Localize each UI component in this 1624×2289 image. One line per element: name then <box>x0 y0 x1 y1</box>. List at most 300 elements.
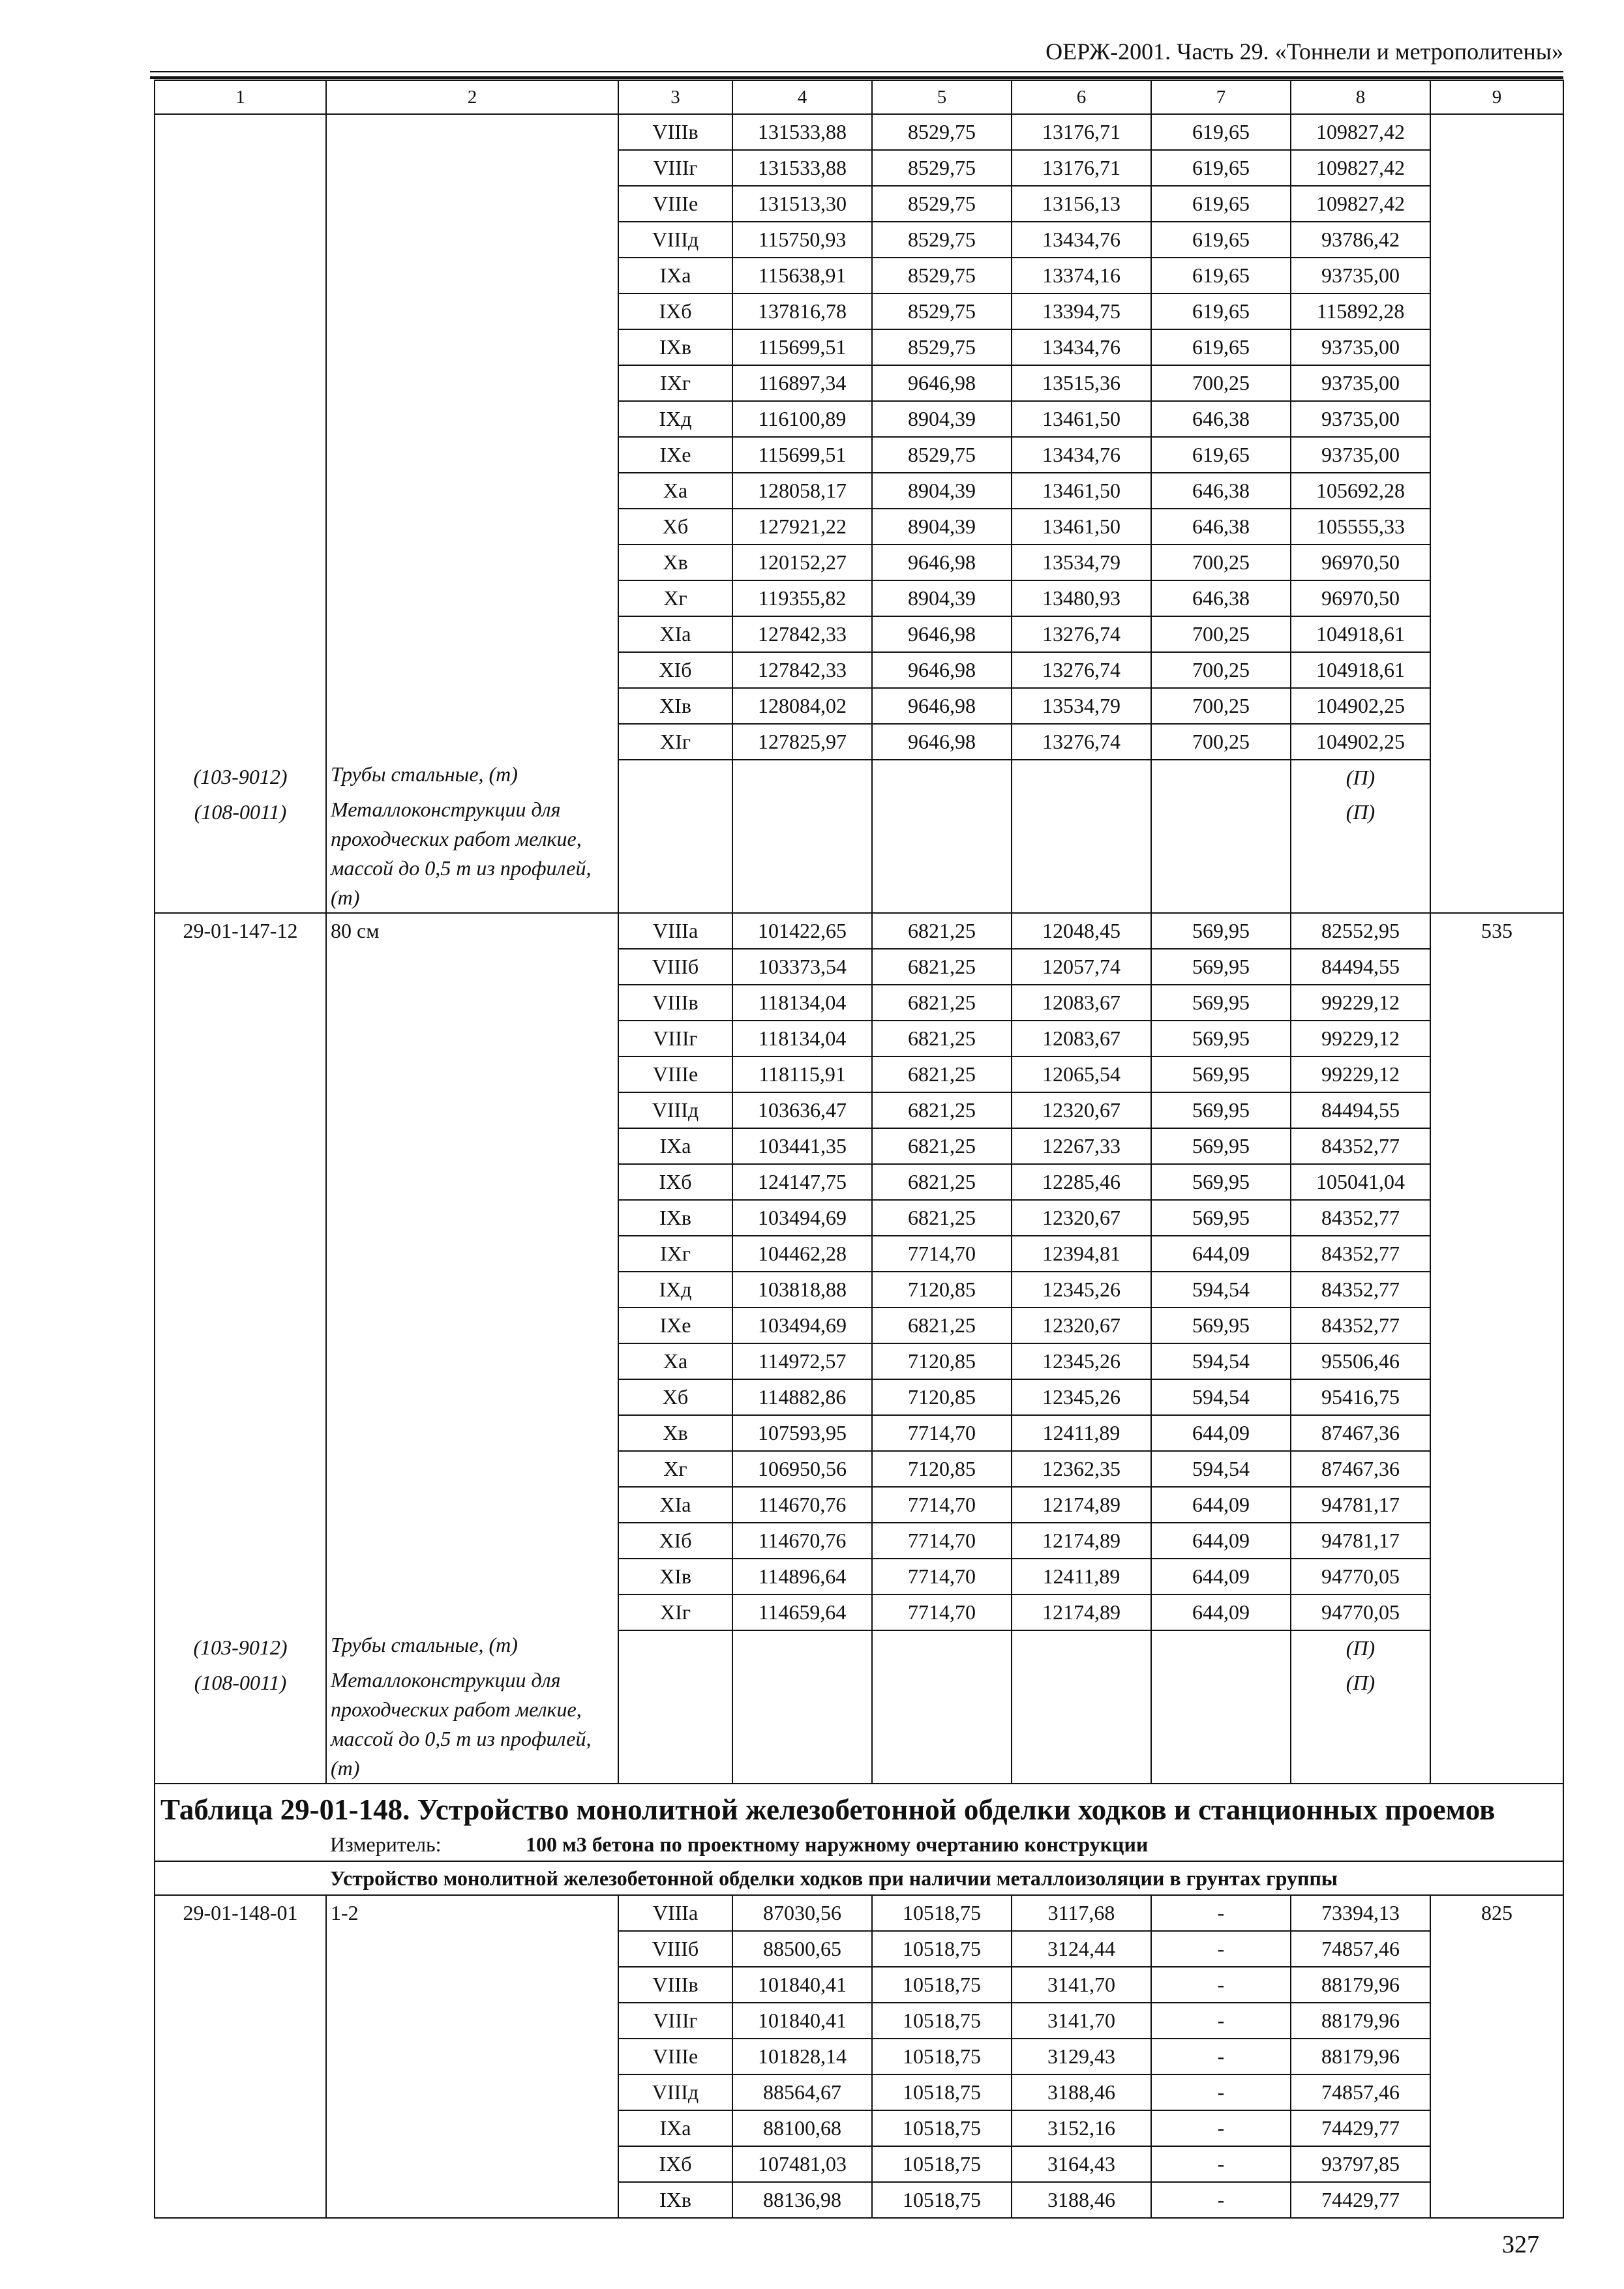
cost-value: 13434,76 <box>1012 437 1151 473</box>
soil-group: VIIIд <box>618 222 732 258</box>
labor-cost <box>1430 1092 1563 1128</box>
cost-value: 103636,47 <box>732 1092 872 1128</box>
cost-value: 13276,74 <box>1012 652 1151 688</box>
rate-code <box>155 258 326 293</box>
cost-value: 3141,70 <box>1012 1967 1151 2003</box>
empty-cell <box>1151 760 1291 795</box>
column-number: 2 <box>326 80 618 114</box>
labor-cost <box>1430 1343 1563 1379</box>
work-name <box>326 1415 618 1451</box>
column-number: 8 <box>1291 80 1430 114</box>
cost-value: 128084,02 <box>732 688 872 724</box>
labor-cost <box>1430 2074 1563 2110</box>
cost-value: 13394,75 <box>1012 293 1151 329</box>
cost-value: 12065,54 <box>1012 1056 1151 1092</box>
work-name <box>326 222 618 258</box>
cost-value: 6821,25 <box>872 1308 1012 1343</box>
work-name <box>326 1236 618 1272</box>
cost-value: 131533,88 <box>732 150 872 186</box>
labor-cost <box>1430 1487 1563 1523</box>
rate-code <box>155 616 326 652</box>
cost-value: 644,09 <box>1151 1415 1291 1451</box>
cost-value: 10518,75 <box>872 2110 1012 2146</box>
labor-cost <box>1430 509 1563 545</box>
estimate-table <box>154 80 1564 2219</box>
cost-value: 101422,65 <box>732 913 872 949</box>
cost-value: 13461,50 <box>1012 473 1151 509</box>
work-name <box>326 509 618 545</box>
cost-value: 115699,51 <box>732 329 872 365</box>
table-row <box>155 545 1563 580</box>
cost-value: 12345,26 <box>1012 1272 1151 1308</box>
cost-value: 88179,96 <box>1291 2003 1430 2039</box>
cost-value: 6821,25 <box>872 913 1012 949</box>
cost-value: 114659,64 <box>732 1594 872 1630</box>
cost-value: 7714,70 <box>872 1487 1012 1523</box>
cost-value: 700,25 <box>1151 652 1291 688</box>
work-name <box>326 258 618 293</box>
resource-note-row <box>155 1630 1563 1666</box>
cost-value: 6821,25 <box>872 985 1012 1021</box>
soil-group: XIа <box>618 616 732 652</box>
work-name <box>326 473 618 509</box>
rate-code <box>155 1308 326 1343</box>
column-number: 3 <box>618 80 732 114</box>
labor-cost <box>1430 258 1563 293</box>
rate-code <box>155 1200 326 1236</box>
table-row <box>155 1236 1563 1272</box>
soil-group: IXе <box>618 437 732 473</box>
empty-cell <box>872 760 1012 795</box>
cost-value: 3141,70 <box>1012 2003 1151 2039</box>
cost-value: 116897,34 <box>732 365 872 401</box>
cost-value: 13176,71 <box>1012 150 1151 186</box>
cost-value: 105692,28 <box>1291 473 1430 509</box>
work-name <box>326 1308 618 1343</box>
soil-group: XIв <box>618 688 732 724</box>
empty-cell <box>872 1630 1012 1666</box>
empty-cell <box>618 795 732 913</box>
labor-cost <box>1430 1379 1563 1415</box>
labor-cost <box>1430 186 1563 222</box>
soil-group: XIб <box>618 1523 732 1559</box>
soil-group: Xв <box>618 545 732 580</box>
resource-mark: (П) <box>1291 1630 1430 1666</box>
cost-value: 88564,67 <box>732 2074 872 2110</box>
cost-value: 103494,69 <box>732 1200 872 1236</box>
labor-cost <box>1430 1451 1563 1487</box>
rate-code <box>155 114 326 150</box>
cost-value: 594,54 <box>1151 1272 1291 1308</box>
rate-code <box>155 293 326 329</box>
soil-group: Xг <box>618 1451 732 1487</box>
labor-cost <box>1430 2110 1563 2146</box>
cost-value: 103441,35 <box>732 1128 872 1164</box>
table-row <box>155 1559 1563 1594</box>
work-name <box>326 724 618 760</box>
cost-value: 93735,00 <box>1291 401 1430 437</box>
cost-value: 115638,91 <box>732 258 872 293</box>
cost-value: 644,09 <box>1151 1559 1291 1594</box>
soil-group: VIIIе <box>618 1056 732 1092</box>
cost-value: 94781,17 <box>1291 1487 1430 1523</box>
cost-value: 644,09 <box>1151 1487 1291 1523</box>
empty-cell <box>1430 795 1563 913</box>
cost-value: 8529,75 <box>872 329 1012 365</box>
subsection-row <box>155 1861 1563 1895</box>
cost-value: 12083,67 <box>1012 1021 1151 1056</box>
cost-value: 7714,70 <box>872 1523 1012 1559</box>
cost-value: 10518,75 <box>872 2146 1012 2182</box>
cost-value: - <box>1151 2003 1291 2039</box>
cost-value: 13374,16 <box>1012 258 1151 293</box>
cost-value: 84352,77 <box>1291 1200 1430 1236</box>
labor-cost <box>1430 1308 1563 1343</box>
empty-cell <box>732 1630 872 1666</box>
rate-code <box>155 2146 326 2182</box>
soil-group: Xа <box>618 1343 732 1379</box>
cost-value: 644,09 <box>1151 1236 1291 1272</box>
cost-value: 700,25 <box>1151 616 1291 652</box>
table-row <box>155 2182 1563 2218</box>
work-name <box>326 2146 618 2182</box>
labor-cost <box>1430 329 1563 365</box>
rate-code <box>155 1594 326 1630</box>
table-row <box>155 365 1563 401</box>
header-rule <box>150 71 1563 72</box>
cost-value: 127842,33 <box>732 616 872 652</box>
column-number: 4 <box>732 80 872 114</box>
labor-cost <box>1430 2039 1563 2074</box>
work-name <box>326 1092 618 1128</box>
rate-code <box>155 652 326 688</box>
cost-value: 109827,42 <box>1291 186 1430 222</box>
rate-code <box>155 2039 326 2074</box>
rate-code <box>155 1931 326 1967</box>
work-name <box>326 2039 618 2074</box>
soil-group: VIIIе <box>618 2039 732 2074</box>
resource-note-row <box>155 1666 1563 1784</box>
table-row <box>155 1967 1563 2003</box>
cost-value: 12320,67 <box>1012 1200 1151 1236</box>
cost-value: 10518,75 <box>872 2182 1012 2218</box>
rate-code: 29-01-147-12 <box>155 913 326 949</box>
rate-code <box>155 401 326 437</box>
labor-cost <box>1430 545 1563 580</box>
rate-code <box>155 1451 326 1487</box>
cost-value: 94770,05 <box>1291 1594 1430 1630</box>
rate-code <box>155 1559 326 1594</box>
table-row <box>155 150 1563 186</box>
resource-code: (103-9012) <box>155 760 326 795</box>
table-row <box>155 1272 1563 1308</box>
table-row <box>155 1451 1563 1487</box>
column-number: 7 <box>1151 80 1291 114</box>
table-row <box>155 258 1563 293</box>
cost-value: 3124,44 <box>1012 1931 1151 1967</box>
table-row <box>155 1594 1563 1630</box>
cost-value: 74857,46 <box>1291 1931 1430 1967</box>
cost-value: 127921,22 <box>732 509 872 545</box>
cost-value: 6821,25 <box>872 1200 1012 1236</box>
cost-value: - <box>1151 1895 1291 1931</box>
cost-value: 13534,79 <box>1012 688 1151 724</box>
cost-value: 569,95 <box>1151 1021 1291 1056</box>
labor-cost <box>1430 949 1563 985</box>
table-row <box>155 293 1563 329</box>
cost-value: 12083,67 <box>1012 985 1151 1021</box>
cost-value: 106950,56 <box>732 1451 872 1487</box>
labor-cost <box>1430 1164 1563 1200</box>
work-name <box>326 365 618 401</box>
work-name <box>326 437 618 473</box>
soil-group: IXа <box>618 2110 732 2146</box>
cost-value: 646,38 <box>1151 580 1291 616</box>
work-name <box>326 688 618 724</box>
resource-name: Трубы стальные, (т) <box>326 760 618 795</box>
table-row <box>155 652 1563 688</box>
work-name <box>326 329 618 365</box>
empty-cell <box>872 795 1012 913</box>
cost-value: 10518,75 <box>872 2003 1012 2039</box>
cost-value: 128058,17 <box>732 473 872 509</box>
cost-value: 12174,89 <box>1012 1594 1151 1630</box>
cost-value: 13434,76 <box>1012 222 1151 258</box>
table-row <box>155 616 1563 652</box>
soil-group: Xа <box>618 473 732 509</box>
rate-code <box>155 1523 326 1559</box>
rate-code <box>155 1236 326 1272</box>
empty-cell <box>618 760 732 795</box>
soil-group: Xг <box>618 580 732 616</box>
cost-value: 10518,75 <box>872 2039 1012 2074</box>
cost-value: - <box>1151 2074 1291 2110</box>
labor-cost <box>1430 1931 1563 1967</box>
rate-code <box>155 1092 326 1128</box>
cost-value: 12320,67 <box>1012 1092 1151 1128</box>
cost-value: 619,65 <box>1151 222 1291 258</box>
resource-name: Металлоконструкции для проходческих работ мелкие, массой до 0,5 т из профилей, (т) <box>326 1666 618 1784</box>
cost-value: 3188,46 <box>1012 2182 1151 2218</box>
cost-value: - <box>1151 1931 1291 1967</box>
cost-value: 124147,75 <box>732 1164 872 1200</box>
cost-value: 7714,70 <box>872 1415 1012 1451</box>
empty-cell <box>732 760 872 795</box>
table-row <box>155 1415 1563 1451</box>
cost-value: 10518,75 <box>872 1931 1012 1967</box>
labor-cost <box>1430 688 1563 724</box>
labor-cost: 825 <box>1430 1895 1563 1931</box>
rate-code <box>155 949 326 985</box>
soil-group: VIIIа <box>618 1895 732 1931</box>
measure-line <box>160 1833 1557 1857</box>
cost-value: 12411,89 <box>1012 1559 1151 1594</box>
soil-group: XIа <box>618 1487 732 1523</box>
cost-value: 6821,25 <box>872 1021 1012 1056</box>
cost-value: 9646,98 <box>872 652 1012 688</box>
cost-value: 103818,88 <box>732 1272 872 1308</box>
labor-cost <box>1430 652 1563 688</box>
empty-cell <box>732 1666 872 1784</box>
cost-value: 137816,78 <box>732 293 872 329</box>
cost-value: 6821,25 <box>872 1056 1012 1092</box>
table-section-row <box>155 1784 1563 1861</box>
cost-value: 13276,74 <box>1012 616 1151 652</box>
resource-note-row <box>155 795 1563 913</box>
soil-group: IXд <box>618 1272 732 1308</box>
cost-value: 7714,70 <box>872 1236 1012 1272</box>
cost-value: 569,95 <box>1151 985 1291 1021</box>
cost-value: 700,25 <box>1151 688 1291 724</box>
cost-value: 93735,00 <box>1291 437 1430 473</box>
cost-value: 105041,04 <box>1291 1164 1430 1200</box>
cost-value: 87467,36 <box>1291 1415 1430 1451</box>
empty-cell <box>1430 1630 1563 1666</box>
soil-group: Xв <box>618 1415 732 1451</box>
cost-value: 105555,33 <box>1291 509 1430 545</box>
resource-code: (103-9012) <box>155 1630 326 1666</box>
table-row <box>155 1379 1563 1415</box>
work-name <box>326 2074 618 2110</box>
cost-value: 114670,76 <box>732 1487 872 1523</box>
labor-cost <box>1430 1021 1563 1056</box>
cost-value: - <box>1151 2182 1291 2218</box>
soil-group: Xб <box>618 1379 732 1415</box>
cost-value: 9646,98 <box>872 616 1012 652</box>
labor-cost: 535 <box>1430 913 1563 949</box>
column-number: 5 <box>872 80 1012 114</box>
cost-value: 619,65 <box>1151 186 1291 222</box>
cost-value: 12048,45 <box>1012 913 1151 949</box>
cost-value: 594,54 <box>1151 1379 1291 1415</box>
cost-value: 88100,68 <box>732 2110 872 2146</box>
cost-value: 82552,95 <box>1291 913 1430 949</box>
cost-value: 10518,75 <box>872 1895 1012 1931</box>
cost-value: 116100,89 <box>732 401 872 437</box>
cost-value: 8529,75 <box>872 437 1012 473</box>
cost-value: 6821,25 <box>872 1128 1012 1164</box>
labor-cost <box>1430 1056 1563 1092</box>
cost-value: 700,25 <box>1151 365 1291 401</box>
cost-value: 7714,70 <box>872 1594 1012 1630</box>
work-name <box>326 1379 618 1415</box>
table-row <box>155 985 1563 1021</box>
resource-mark: (П) <box>1291 1666 1430 1784</box>
column-number: 6 <box>1012 80 1151 114</box>
cost-value: 619,65 <box>1151 293 1291 329</box>
work-name <box>326 1487 618 1523</box>
empty-cell <box>618 1666 732 1784</box>
soil-group: XIг <box>618 724 732 760</box>
labor-cost <box>1430 1967 1563 2003</box>
soil-group: IXе <box>618 1308 732 1343</box>
cost-value: - <box>1151 2146 1291 2182</box>
table-row <box>155 114 1563 150</box>
cost-value: 12267,33 <box>1012 1128 1151 1164</box>
work-name <box>326 580 618 616</box>
rate-code <box>155 2182 326 2218</box>
cost-value: 114972,57 <box>732 1343 872 1379</box>
rate-code <box>155 1021 326 1056</box>
cost-value: 13480,93 <box>1012 580 1151 616</box>
soil-group: IXд <box>618 401 732 437</box>
cost-value: 103373,54 <box>732 949 872 985</box>
labor-cost <box>1430 114 1563 150</box>
empty-cell <box>1012 1630 1151 1666</box>
cost-value: 569,95 <box>1151 1164 1291 1200</box>
work-name <box>326 1343 618 1379</box>
cost-value: 12285,46 <box>1012 1164 1151 1200</box>
cost-value: 12057,74 <box>1012 949 1151 985</box>
cost-value: 8529,75 <box>872 293 1012 329</box>
work-name <box>326 2182 618 2218</box>
cost-value: 118134,04 <box>732 1021 872 1056</box>
cost-value: 107593,95 <box>732 1415 872 1451</box>
work-name: 80 см <box>326 913 618 949</box>
cost-value: 87467,36 <box>1291 1451 1430 1487</box>
resource-mark: (П) <box>1291 760 1430 795</box>
labor-cost <box>1430 985 1563 1021</box>
rate-code <box>155 580 326 616</box>
cost-value: 104902,25 <box>1291 688 1430 724</box>
cost-value: 6821,25 <box>872 949 1012 985</box>
resource-mark: (П) <box>1291 795 1430 913</box>
cost-value: 74429,77 <box>1291 2110 1430 2146</box>
work-name: 1-2 <box>326 1895 618 1931</box>
rate-code <box>155 1164 326 1200</box>
empty-cell <box>618 1630 732 1666</box>
cost-value: 101840,41 <box>732 1967 872 2003</box>
work-name <box>326 1594 618 1630</box>
cost-value: 12320,67 <box>1012 1308 1151 1343</box>
empty-cell <box>732 795 872 913</box>
table-row <box>155 2003 1563 2039</box>
cost-value: 6821,25 <box>872 1164 1012 1200</box>
cost-value: 646,38 <box>1151 401 1291 437</box>
cost-value: - <box>1151 2110 1291 2146</box>
cost-value: 7120,85 <box>872 1379 1012 1415</box>
work-name <box>326 1021 618 1056</box>
soil-group: IXг <box>618 365 732 401</box>
labor-cost <box>1430 580 1563 616</box>
work-name <box>326 2003 618 2039</box>
cost-value: 8904,39 <box>872 580 1012 616</box>
soil-group: VIIIг <box>618 1021 732 1056</box>
soil-group: VIIIв <box>618 985 732 1021</box>
cost-value: 3129,43 <box>1012 2039 1151 2074</box>
table-row <box>155 1056 1563 1092</box>
labor-cost <box>1430 1594 1563 1630</box>
cost-value: 8529,75 <box>872 186 1012 222</box>
cost-value: 127842,33 <box>732 652 872 688</box>
cost-value: 87030,56 <box>732 1895 872 1931</box>
table-row <box>155 1021 1563 1056</box>
page-number: 327 <box>1502 2231 1539 2258</box>
cost-value: 8904,39 <box>872 509 1012 545</box>
labor-cost <box>1430 616 1563 652</box>
cost-value: 88179,96 <box>1291 2039 1430 2074</box>
rate-code <box>155 222 326 258</box>
cost-value: 10518,75 <box>872 2074 1012 2110</box>
labor-cost <box>1430 365 1563 401</box>
cost-value: 7714,70 <box>872 1559 1012 1594</box>
cost-value: 93735,00 <box>1291 329 1430 365</box>
work-name <box>326 652 618 688</box>
rate-code <box>155 2074 326 2110</box>
cost-value: 7120,85 <box>872 1343 1012 1379</box>
work-name <box>326 985 618 1021</box>
empty-cell <box>1012 795 1151 913</box>
